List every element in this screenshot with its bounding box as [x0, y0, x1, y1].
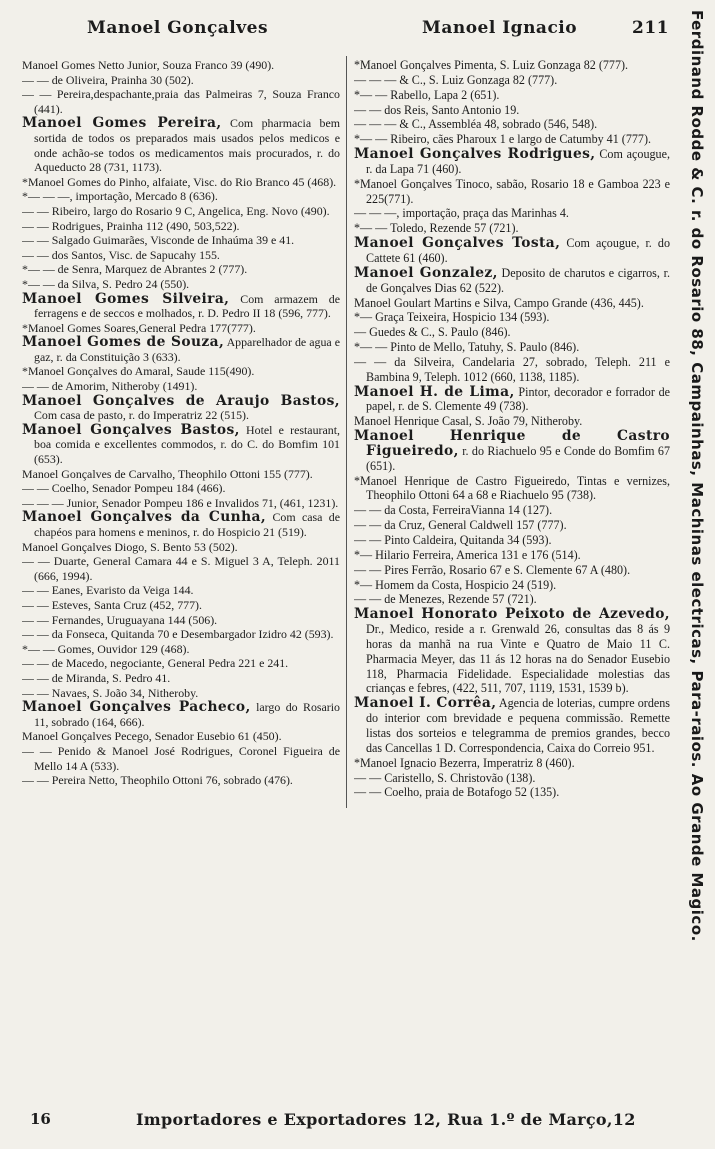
directory-entry — [22, 58, 340, 73]
directory-entry — [354, 177, 670, 207]
directory-entry — [354, 385, 670, 415]
directory-entry — [354, 414, 670, 429]
entry-text: — — de Amorim, Nitheroby (1491). — [22, 379, 198, 394]
asterisk-marker: * — [22, 276, 28, 291]
entry-text: — — — & C., Assembléa 48, sobrado (546, 548). — [354, 117, 598, 132]
directory-entry — [354, 429, 670, 474]
directory-entry — [22, 554, 340, 583]
entry-text: — Graça Teixeira, Hospicio 134 (593). — [360, 310, 550, 325]
asterisk-marker: * — [354, 473, 361, 488]
entry-text: — — de Macedo, negociante, General Pedra 221 e 241. — [22, 656, 289, 671]
left-column — [22, 58, 340, 804]
directory-entry — [22, 189, 340, 204]
entry-text: — — Pereira Netto, Theophilo Ottoni 76, sobrado (476). — [22, 773, 293, 788]
entry-text: Manoel Ignacio Bezerra, Imperatriz 8 (460). — [360, 755, 575, 770]
entry-text: — — Penido & Manoel José Rodrigues, Coronel Figueira de Mello 14 A (533). — [22, 743, 340, 773]
entry-text: Manoel Gomes Soares,General Pedra 177(777). — [27, 320, 256, 335]
entry-text: Manoel Gomes Netto Junior, Souza Franco 39 (490). — [22, 58, 275, 72]
directory-entry — [22, 423, 340, 467]
entry-text: Dr., Medico, reside a r. Grenwald 26, consultas das 8 ás 9 horas da manhã na rua Vinte e Quatro de Maio 11 C. Pharmacia Meyer, das 11 ás 12 horas na do Senador Eusebio 118, Pharmacia Fidelidade. Especialidade molestias das crianças e febres, (422, 511, 707, 1119, 1531, 1539 b). — [366, 622, 670, 696]
directory-entry — [22, 87, 340, 116]
directory-entry — [22, 364, 340, 379]
directory-entry — [354, 310, 670, 325]
directory-entry — [354, 533, 670, 548]
asterisk-marker: * — [22, 364, 28, 379]
entry-text: Hotel e restaurant, boa comida e excellentes commodos, r. do C. do Bomfim 101 (653). — [34, 422, 340, 467]
right-column — [354, 58, 670, 804]
asterisk-marker: * — [22, 262, 28, 277]
entry-name: Manoel Gonzalez, — [354, 264, 498, 281]
entry-text: Manoel Gonçalves Diogo, S. Bento 53 (502). — [22, 539, 238, 554]
entry-text: Manoel Gonçalves Pecego, Senador Eusebio 61 (450). — [22, 729, 282, 744]
directory-entry — [22, 583, 340, 598]
entry-text: — — de Oliveira, Prainha 30 (502). — [22, 72, 194, 87]
directory-entry — [354, 771, 670, 786]
entry-text: — — Pinto Caldeira, Quitanda 34 (593). — [354, 533, 552, 547]
entry-text: — — — & C., S. Luiz Gonzaga 82 (777). — [354, 72, 558, 87]
directory-entry — [22, 277, 340, 292]
entry-text: Com casa de chapéos para homens e meninos, r. do Hospicio 21 (519). — [34, 510, 340, 539]
asterisk-marker: * — [354, 132, 361, 147]
entry-text: — — Esteves, Santa Cruz (452, 777). — [22, 597, 202, 612]
entry-name: Manoel Gonçalves da Cunha, — [22, 509, 267, 526]
asterisk-marker: * — [354, 340, 361, 355]
entry-name: Manoel H. de Lima, — [354, 383, 515, 400]
entry-text: Manoel Henrique de Castro Figueiredo, Tintas e vernizes, Theophilo Ottoni 64 a 68 e Riachuelo 95 (738). — [360, 473, 670, 503]
directory-entry — [22, 540, 340, 555]
entry-text: Manoel Gomes do Pinho, alfaiate, Visc. do Rio Branco 45 (468). — [27, 174, 337, 189]
directory-entry — [22, 219, 340, 234]
side-advertisement — [676, 10, 714, 1110]
entry-name: Manoel Gonçalves Tosta, — [354, 235, 561, 252]
entry-text: — — Navaes, S. João 34, Nitheroby. — [22, 685, 199, 700]
entry-text: — — Toledo, Rezende 57 (721). — [360, 221, 519, 236]
directory-entry — [354, 325, 670, 340]
entry-text: r. do Riachuelo 95 e Conde do Bomfim 67 (651). — [366, 443, 670, 473]
entry-text: Manoel Goulart Martins e Silva, Campo Grande (436, 445). — [354, 295, 644, 310]
entry-text: — — Pires Ferrão, Rosario 67 e S. Clemente 67 A (480). — [354, 562, 631, 577]
entry-name: Manoel Gomes Silveira, — [22, 290, 230, 307]
asterisk-marker: * — [22, 641, 28, 656]
page-header — [0, 18, 715, 46]
asterisk-marker: * — [22, 189, 28, 204]
entry-name: Manoel I. Corrêa, — [354, 695, 497, 712]
entry-text: — — Salgado Guimarães, Visconde de Inhaúma 39 e 41. — [22, 233, 295, 248]
directory-entry — [354, 221, 670, 236]
directory-entry — [354, 518, 670, 533]
entry-text: — — Ribeiro, largo do Rosario 9 C, Angelica, Eng. Novo (490). — [22, 203, 330, 218]
asterisk-marker: * — [354, 221, 361, 236]
entry-text: — — Caristello, S. Christovão (138). — [354, 770, 536, 785]
directory-entry — [22, 116, 340, 174]
entry-text: — — de Senra, Marquez de Abrantes 2 (777). — [27, 262, 248, 277]
entry-text: — — —, importação, praça das Marinhas 4. — [354, 206, 569, 221]
directory-entry — [354, 592, 670, 607]
side-advertisement-text: Ferdinand Rodde & C. r. do Rosario 88, Campainhas, Machinas electricas, Para-raios. Ao Grande Magico. — [688, 10, 706, 942]
entry-text: — — da Silveira, Candelaria 27, sobrado, Teleph. 211 e Bambina 9, Teleph. 1012 (660, 1138, 1185). — [354, 354, 670, 384]
entry-text: — — Ribeiro, cães Pharoux 1 e largo de Catumby 41 (777). — [360, 132, 652, 147]
directory-entry — [22, 394, 340, 423]
entry-text: — — da Fonseca, Quitanda 70 e Desembargador Izidro 42 (593). — [22, 627, 334, 642]
entry-text: — — da Costa, FerreiraVianna 14 (127). — [354, 503, 553, 518]
entry-text: Com pharmacia bem sortida de todos os preparados mais usados pelos medicos e onde achão-se todos os medicamentos mais procurados, r. do Aqueducto 28 (731, 1173). — [34, 116, 340, 175]
entry-text: — Hilario Ferreira, America 131 e 176 (514). — [360, 547, 581, 562]
directory-entry — [354, 756, 670, 771]
directory-entry — [22, 627, 340, 642]
entry-text: — — de Menezes, Rezende 57 (721). — [354, 592, 537, 607]
entry-name: Manoel Gonçalves Bastos, — [22, 421, 240, 438]
entry-name: Manoel Gonçalves de Araujo Bastos, — [22, 392, 340, 409]
directory-entry — [354, 503, 670, 518]
directory-entry — [354, 785, 670, 800]
entry-text: — — — Junior, Senador Pompeu 186 e Invalidos 71, (461, 1231). — [22, 495, 339, 510]
asterisk-marker: * — [354, 310, 361, 325]
entry-text: — — da Cruz, General Caldwell 157 (777). — [354, 518, 567, 533]
entry-text: Com armazem de ferragens e de seccos e molhados, r. D. Pedro II 18 (596, 777). — [34, 291, 340, 321]
page-number: 211 — [632, 18, 669, 38]
entry-text: — Homem da Costa, Hospicio 24 (519). — [360, 577, 557, 592]
directory-entry — [354, 563, 670, 578]
entry-text: — — Pereira,despachante,praia das Palmeiras 7, Souza Franco (441). — [22, 87, 340, 116]
entry-text: largo do Rosario 11, sobrado (164, 666). — [34, 700, 340, 729]
directory-entry — [354, 266, 670, 296]
asterisk-marker: * — [354, 176, 361, 191]
entry-text: — — dos Reis, Santo Antonio 19. — [354, 102, 520, 117]
directory-entry — [22, 262, 340, 277]
entry-text: — — Rodrigues, Prainha 112 (490, 503,522). — [22, 218, 240, 233]
directory-entry — [22, 613, 340, 628]
entry-text: Manoel Gonçalves de Carvalho, Theophilo Ottoni 155 (777). — [22, 466, 313, 481]
asterisk-marker: * — [354, 58, 361, 72]
directory-entry — [22, 335, 340, 364]
folio-number: 16 — [30, 1110, 51, 1128]
directory-entry — [22, 481, 340, 496]
entry-name: Manoel Henrique de Castro Figueiredo, — [354, 428, 670, 459]
directory-entry — [22, 292, 340, 321]
directory-entry — [22, 379, 340, 394]
entry-text: Manoel Gonçalves Pimenta, S. Luiz Gonzaga 82 (777). — [360, 58, 629, 72]
entry-text: — — Rabello, Lapa 2 (651). — [360, 87, 500, 102]
entry-text: — — dos Santos, Visc. de Sapucahy 155. — [22, 247, 220, 262]
directory-entry — [354, 132, 670, 147]
entry-text: — — Pinto de Mello, Tatuhy, S. Paulo (846). — [360, 340, 580, 355]
directory-entry — [354, 474, 670, 504]
directory-entry — [354, 147, 670, 177]
entry-text: — Guedes & C., S. Paulo (846). — [354, 325, 511, 340]
directory-entry — [22, 204, 340, 219]
entry-text: Deposito de charutos e cigarros, r. de Gonçalves Dias 62 (522). — [366, 265, 670, 295]
entry-name: Manoel Gonçalves Rodrigues, — [354, 146, 596, 163]
directory-entry — [22, 496, 340, 511]
entry-text: — — de Miranda, S. Pedro 41. — [22, 670, 171, 685]
entry-text: Manoel Gonçalves Tinoco, sabão, Rosario 18 e Gamboa 223 e 225(771). — [360, 176, 670, 206]
directory-entry — [354, 88, 670, 103]
directory-entry — [354, 340, 670, 355]
running-head-left: Manoel Gonçalves — [87, 18, 269, 38]
directory-entry — [354, 548, 670, 563]
footer-banner: Importadores e Exportadores 12, Rua 1.º de Março,12 — [136, 1110, 636, 1129]
entry-text: — — Coelho, praia de Botafogo 52 (135). — [354, 785, 560, 800]
directory-entry — [22, 248, 340, 263]
directory-entry — [22, 700, 340, 729]
directory-entry — [354, 206, 670, 221]
entry-text: Agencia de loterias, cumpre ordens do interior com brevidade e pequena commissão. Remette listas dos sorteios e telegramma de premios grandes, becco das Cancellas 1 D. Correspondencia, Caixa do Correio 951. — [366, 696, 670, 755]
directory-entry — [354, 58, 670, 73]
entry-text: Com açougue, r. da Lapa 71 (460). — [366, 147, 670, 176]
entry-text: — — —, importação, Mercado 8 (636). — [27, 189, 218, 204]
directory-entry — [22, 671, 340, 686]
entry-text: Apparelhador de agua e gaz, r. da Constituição 3 (633). — [34, 335, 340, 364]
directory-entry — [22, 73, 340, 88]
directory-entry — [22, 773, 340, 788]
asterisk-marker: * — [22, 174, 28, 189]
directory-entry — [22, 598, 340, 613]
directory-entry — [22, 729, 340, 744]
entry-text: Pintor, decorador e forrador de papel, r. de S. Clemente 49 (738). — [366, 384, 670, 414]
entry-name: Manoel Honorato Peixoto de Azevedo, — [354, 606, 670, 623]
directory-entry — [354, 355, 670, 385]
page-footer — [0, 1110, 715, 1136]
entry-text: — — Eanes, Evaristo da Veiga 144. — [22, 583, 194, 598]
directory-entry — [354, 578, 670, 593]
directory-entry — [22, 686, 340, 701]
entry-text: Com casa de pasto, r. do Imperatriz 22 (515). — [34, 408, 249, 423]
directory-entry — [22, 467, 340, 482]
directory-entry — [354, 607, 670, 696]
asterisk-marker: * — [354, 547, 361, 562]
entry-text: Com açougue, r. do Cattete 61 (460). — [366, 236, 670, 265]
asterisk-marker: * — [354, 755, 361, 770]
entry-text: Manoel Henrique Casal, S. João 79, Nitheroby. — [354, 414, 583, 429]
directory-entry — [22, 656, 340, 671]
entry-name: Manoel Gomes de Souza, — [22, 334, 225, 351]
entry-text: — — Fernandes, Uruguayana 144 (506). — [22, 612, 218, 627]
directory-entry — [354, 73, 670, 88]
directory-entry — [354, 103, 670, 118]
running-head-right: Manoel Ignacio — [422, 18, 578, 38]
directory-entry — [22, 510, 340, 539]
entry-text: — — Gomes, Ouvidor 129 (468). — [27, 641, 190, 656]
directory-entry — [22, 744, 340, 773]
asterisk-marker: * — [354, 87, 361, 102]
entry-text: Manoel Gonçalves do Amaral, Saude 115(490). — [27, 364, 255, 379]
directory-entry — [22, 321, 340, 336]
entry-name: Manoel Gonçalves Pacheco, — [22, 699, 251, 716]
directory-entry — [354, 296, 670, 311]
entry-text: — — Coelho, Senador Pompeu 184 (466). — [22, 481, 226, 496]
asterisk-marker: * — [354, 577, 361, 592]
entry-text: — — Duarte, General Camara 44 e S. Miguel 3 A, Teleph. 2011 (666, 1994). — [22, 554, 340, 583]
column-divider — [346, 56, 347, 808]
directory-entry — [22, 175, 340, 190]
directory-entry — [354, 117, 670, 132]
asterisk-marker: * — [22, 320, 28, 335]
entry-text: — — da Silva, S. Pedro 24 (550). — [27, 276, 190, 291]
directory-entry — [22, 233, 340, 248]
directory-entry — [354, 696, 670, 755]
directory-entry — [354, 236, 670, 266]
directory-entry — [22, 642, 340, 657]
entry-name: Manoel Gomes Pereira, — [22, 115, 222, 132]
